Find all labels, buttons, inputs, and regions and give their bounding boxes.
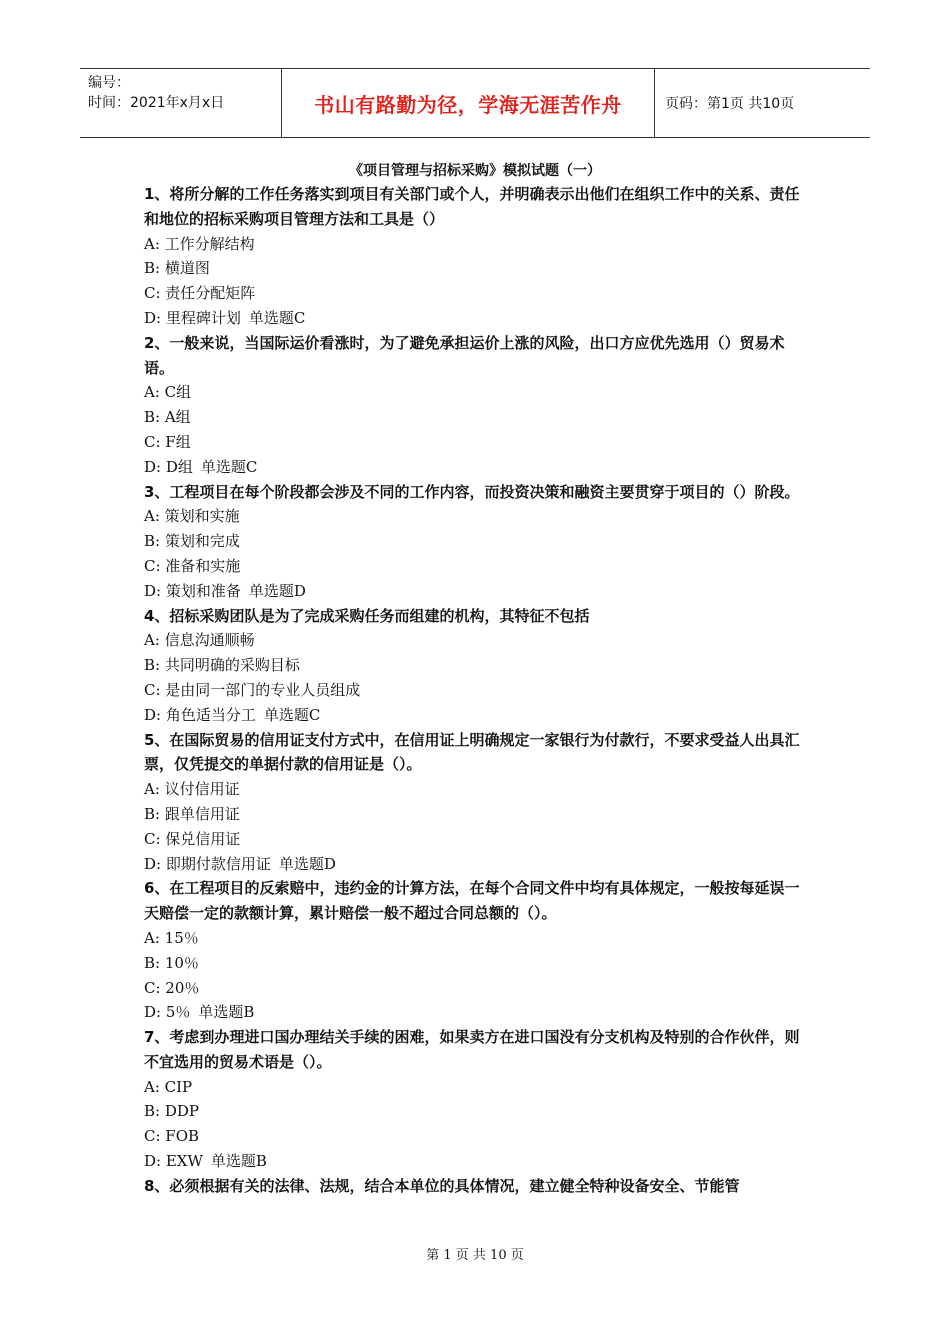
option-text: A: C组 <box>144 383 192 402</box>
answer-label: 单选题B <box>210 1152 267 1171</box>
question-option <box>144 777 810 802</box>
question-stem: 2、一般来说，当国际运价看涨时，为了避免承担运价上涨的风险，出口方应优先选用（）贸易术语。 <box>144 333 785 377</box>
option-text: C: 是由同一部门的专业人员组成 <box>144 680 361 699</box>
option-text: C: FOB <box>144 1127 200 1146</box>
option-text: D: D组 <box>144 457 193 476</box>
option-text: B: 横道图 <box>144 259 210 278</box>
option-text: C: F组 <box>144 432 191 451</box>
question-option <box>144 430 810 455</box>
question-option <box>144 455 810 480</box>
question-option <box>144 1099 810 1124</box>
answer-label: 单选题D <box>278 854 336 873</box>
question-option <box>144 703 810 728</box>
question-option <box>144 579 810 604</box>
question-stem: 7、考虑到办理进口国办理结关手续的困难，如果卖方在进口国没有分支机构及特别的合作伙伴，则不宜选用的贸易术语是（）。 <box>144 1028 800 1071</box>
question-option <box>144 232 810 257</box>
question-option <box>144 976 810 1001</box>
question-stem: 8、必须根据有关的法律、法规，结合本单位的具体情况，建立健全特种设备安全、节能管 <box>144 1176 740 1195</box>
option-text: D: EXW <box>144 1152 203 1171</box>
document-time-label: 时间：2021年x月x日 <box>88 95 225 111</box>
option-text: D: 里程碑计划 <box>144 308 241 327</box>
option-text: D: 策划和准备 <box>144 581 241 600</box>
answer-label: 单选题C <box>248 308 306 327</box>
document-number-label: 编号： <box>88 75 130 91</box>
option-text: B: 策划和完成 <box>144 532 240 551</box>
question-option <box>144 827 810 852</box>
question-list <box>144 182 810 1199</box>
question-stem: 6、在工程项目的反索赔中，违约金的计算方法，在每个合同文件中均有具体规定，一般按每延误一天赔偿一定的款额计算，累计赔偿一般不超过合同总额的（）。 <box>144 879 800 923</box>
option-text: B: 共同明确的采购目标 <box>144 656 300 675</box>
option-text: C: 责任分配矩阵 <box>144 284 256 303</box>
question-stem: 5、在国际贸易的信用证支付方式中，在信用证上明确规定一家银行为付款行，不要求受益人出具汇票，仅凭提交的单据付款的信用证是（）。 <box>144 730 800 774</box>
question-option <box>144 504 810 529</box>
page-footer: 第 1 页 共 10 页 <box>426 1248 524 1263</box>
option-text: D: 角色适当分工 <box>144 705 256 724</box>
option-text: C: 20％ <box>144 978 200 997</box>
option-text: B: DDP <box>144 1102 199 1121</box>
option-text: C: 保兑信用证 <box>144 829 241 848</box>
header-meta <box>80 69 282 137</box>
question-option <box>144 281 810 306</box>
option-text: D: 5％ <box>144 1003 191 1022</box>
question-option <box>144 405 810 430</box>
option-text: A: 信息沟通顺畅 <box>144 631 255 650</box>
question-option <box>144 380 810 405</box>
answer-label: 单选题C <box>263 705 321 724</box>
question-option <box>144 1149 810 1174</box>
question-option <box>144 628 810 653</box>
question-stem: 1、将所分解的工作任务落实到项目有关部门或个人，并明确表示出他们在组织工作中的关系、责任和地位的招标采购项目管理方法和工具是（） <box>144 185 800 228</box>
answer-label: 单选题B <box>198 1003 255 1022</box>
question-option <box>144 554 810 579</box>
option-text: A: 15％ <box>144 928 199 947</box>
option-text: A: 议付信用证 <box>144 780 240 799</box>
option-text: A: CIP <box>144 1077 193 1096</box>
option-text: A: 策划和实施 <box>144 507 240 526</box>
option-text: B: A组 <box>144 408 191 427</box>
page-header <box>80 68 870 138</box>
option-text: A: 工作分解结构 <box>144 234 255 253</box>
question-option <box>144 1075 810 1100</box>
option-text: D: 即期付款信用证 <box>144 854 271 873</box>
question-option <box>144 1124 810 1149</box>
option-text: C: 准备和实施 <box>144 556 241 575</box>
answer-label: 单选题D <box>248 581 306 600</box>
question-option <box>144 926 810 951</box>
question-option <box>144 653 810 678</box>
question-stem: 3、工程项目在每个阶段都会涉及不同的工作内容，而投资决策和融资主要贯穿于项目的（）阶段。 <box>144 482 800 501</box>
question-option <box>144 802 810 827</box>
question-option <box>144 852 810 877</box>
question-option <box>144 678 810 703</box>
answer-label: 单选题C <box>200 457 258 476</box>
document-title: 《项目管理与招标采购》模拟试题（一） <box>349 163 601 179</box>
question-stem: 4、招标采购团队是为了完成采购任务而组建的机构，其特征不包括 <box>144 606 590 625</box>
header-page-info: 页码：第1页 共10页 <box>665 96 795 112</box>
question-option <box>144 529 810 554</box>
question-option <box>144 306 810 331</box>
question-option <box>144 256 810 281</box>
option-text: B: 跟单信用证 <box>144 804 240 823</box>
question-option <box>144 1000 810 1025</box>
header-motto: 书山有路勤为径，学海无涯苦作舟 <box>282 69 655 137</box>
question-option <box>144 951 810 976</box>
option-text: B: 10％ <box>144 953 199 972</box>
